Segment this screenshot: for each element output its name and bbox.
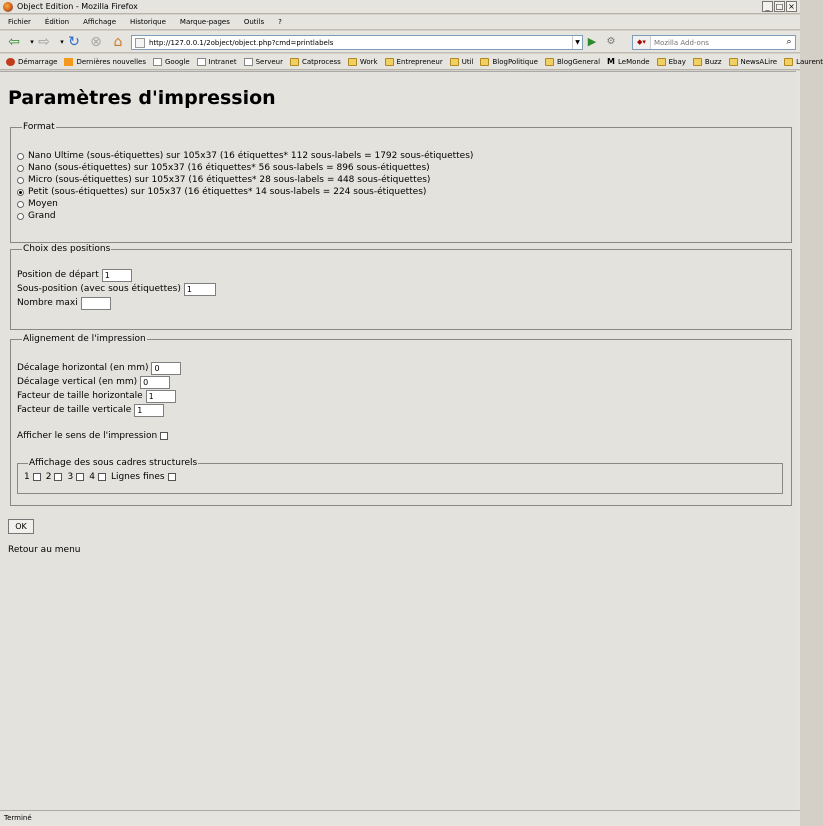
page-title: Paramètres d'impression — [8, 87, 276, 109]
forward-dropdown-icon[interactable]: ▾ — [60, 38, 64, 46]
page-icon — [197, 58, 206, 66]
reload-icon[interactable]: ↻ — [68, 34, 80, 50]
folder-icon — [348, 58, 357, 66]
page-content — [0, 71, 800, 810]
bookmark-laurent[interactable]: Laurent — [784, 58, 823, 66]
stop-icon[interactable]: ⊗ — [90, 34, 102, 50]
alignment-legend: Alignement de l'impression — [23, 334, 146, 344]
page-icon — [244, 58, 253, 66]
lemonde-icon: M — [607, 57, 616, 66]
bookmark-google[interactable]: Google — [153, 58, 190, 66]
format-legend: Format — [23, 122, 55, 132]
bookmark-demarrage[interactable]: Démarrage — [6, 58, 57, 66]
horizontal-scale-input[interactable] — [146, 390, 176, 403]
horizontal-offset-label: Décalage horizontal (en mm) — [17, 363, 149, 373]
fine-lines-label: Lignes fines — [110, 472, 165, 482]
window-titlebar — [0, 0, 800, 14]
search-engine-icon[interactable]: ◆▾ — [633, 36, 651, 49]
radio-button[interactable] — [17, 153, 24, 160]
back-dropdown-icon[interactable]: ▾ — [30, 38, 34, 46]
folder-icon — [385, 58, 394, 66]
go-arrow-icon[interactable]: ▶ — [587, 35, 597, 48]
maximize-button[interactable]: □ — [775, 2, 784, 11]
close-button[interactable]: × — [786, 1, 797, 12]
horizontal-offset-input[interactable] — [151, 362, 181, 375]
folder-icon — [693, 58, 702, 66]
bookmark-work[interactable]: Work — [348, 58, 378, 66]
menu-edition[interactable]: Édition — [44, 18, 70, 26]
ok-button[interactable]: OK — [8, 519, 34, 534]
print-direction-checkbox[interactable] — [160, 432, 168, 440]
radio-button[interactable] — [17, 165, 24, 172]
frames-legend: Affichage des sous cadres structurels — [29, 458, 198, 468]
bookmark-serveur[interactable]: Serveur — [244, 58, 283, 66]
folder-icon — [784, 58, 793, 66]
window-controls — [762, 1, 797, 12]
folder-icon — [290, 58, 299, 66]
frame-3-checkbox[interactable] — [76, 473, 84, 481]
radio-button[interactable] — [17, 177, 24, 184]
frame-2-checkbox[interactable] — [54, 473, 62, 481]
folder-icon — [729, 58, 738, 66]
bookmark-intranet[interactable]: Intranet — [197, 58, 237, 66]
search-input[interactable] — [654, 39, 783, 47]
folder-icon — [450, 58, 459, 66]
menu-marque-pages[interactable]: Marque-pages — [179, 18, 230, 26]
start-position-label: Position de départ — [17, 270, 99, 280]
horizontal-scale-label: Facteur de taille horizontale — [17, 391, 143, 401]
menu-affichage[interactable]: Affichage — [83, 18, 117, 26]
url-bar[interactable] — [131, 35, 583, 50]
back-arrow-icon[interactable]: ⇦ — [8, 34, 20, 50]
format-option-micro[interactable]: Micro (sous-étiquettes) sur 105x37 (16 étiquettes* 28 sous-labels = 448 sous-étiquettes) — [17, 174, 785, 186]
menubar — [0, 15, 800, 30]
frame-3-label: 3 — [67, 472, 74, 482]
window-edge — [796, 71, 800, 810]
format-option-moyen[interactable]: Moyen — [17, 198, 785, 210]
folder-icon — [480, 58, 489, 66]
firefox-icon — [3, 2, 13, 12]
page-icon — [153, 58, 162, 66]
plugin-icon[interactable]: ⚙ — [606, 36, 616, 47]
status-text: Terminé — [4, 814, 32, 822]
max-count-input[interactable] — [81, 297, 111, 310]
vertical-offset-label: Décalage vertical (en mm) — [17, 377, 138, 387]
format-option-grand[interactable]: Grand — [17, 210, 785, 222]
format-option-nano[interactable]: Nano (sous-étiquettes) sur 105x37 (16 étiquettes* 56 sous-labels = 896 sous-étiquettes) — [17, 162, 785, 174]
radio-button-selected[interactable] — [17, 189, 24, 196]
start-position-input[interactable] — [102, 269, 132, 282]
sub-position-label: Sous-position (avec sous étiquettes) — [17, 284, 181, 294]
vertical-scale-label: Facteur de taille verticale — [17, 405, 132, 415]
radio-button[interactable] — [17, 213, 24, 220]
menu-outils[interactable]: Outils — [243, 18, 265, 26]
fine-lines-checkbox[interactable] — [168, 473, 176, 481]
positions-fieldset — [10, 244, 792, 330]
url-input[interactable] — [149, 39, 572, 47]
status-bar — [0, 810, 800, 826]
frames-fieldset — [17, 458, 783, 494]
bookmark-lemonde[interactable]: M LeMonde — [607, 57, 650, 66]
positions-legend: Choix des positions — [23, 244, 111, 254]
menu-aide[interactable]: ? — [278, 18, 282, 26]
frame-4-label: 4 — [89, 472, 95, 482]
rss-icon — [64, 58, 73, 66]
alignment-fieldset — [10, 334, 792, 506]
forward-arrow-icon[interactable]: ⇨ — [38, 34, 50, 50]
format-option-petit[interactable]: Petit (sous-étiquettes) sur 105x37 (16 étiquettes* 14 sous-labels = 224 sous-étiquettes) — [17, 186, 785, 198]
print-direction-label: Afficher le sens de l'impression — [17, 431, 158, 441]
frame-2-label: 2 — [45, 472, 52, 482]
sub-position-input[interactable] — [184, 283, 216, 296]
firefox-icon — [6, 58, 15, 66]
folder-icon — [545, 58, 554, 66]
bookmark-blogpolitique[interactable]: BlogPolitique — [480, 58, 538, 66]
search-box[interactable] — [632, 35, 796, 50]
bookmark-newsalire[interactable]: NewsALire — [729, 58, 778, 66]
back-to-menu-link[interactable]: Retour au menu — [8, 545, 81, 555]
navigation-toolbar — [0, 31, 800, 53]
bookmarks-toolbar — [0, 54, 823, 70]
url-history-dropdown[interactable]: ▼ — [572, 36, 582, 49]
bookmark-bloggeneral[interactable]: BlogGeneral — [545, 58, 600, 66]
window-title: Object Edition - Mozilla Firefox — [17, 2, 138, 11]
radio-button[interactable] — [17, 201, 24, 208]
search-icon[interactable]: ⌕ — [786, 37, 792, 47]
menu-historique[interactable]: Historique — [130, 18, 166, 26]
minimize-button[interactable]: _ — [762, 1, 773, 12]
frame-1-label: 1 — [24, 472, 30, 482]
bookmark-buzz[interactable]: Buzz — [693, 58, 722, 66]
bookmark-ebay[interactable]: Ebay — [657, 58, 686, 66]
frame-1-checkbox[interactable] — [33, 473, 41, 481]
format-fieldset — [10, 122, 792, 243]
bookmark-dernieres-nouvelles[interactable]: Dernières nouvelles — [64, 58, 146, 66]
vertical-scale-input[interactable] — [134, 404, 164, 417]
home-icon[interactable]: ⌂ — [113, 34, 123, 50]
folder-icon — [657, 58, 666, 66]
vertical-offset-input[interactable] — [140, 376, 170, 389]
bookmark-util[interactable]: Util — [450, 58, 474, 66]
bookmark-catprocess[interactable]: Catprocess — [290, 58, 341, 66]
menu-fichier[interactable]: Fichier — [8, 18, 31, 26]
format-option-nano-ultime[interactable]: Nano Ultime (sous-étiquettes) sur 105x37 (16 étiquettes* 112 sous-labels = 1792 sous-étiquettes) — [17, 150, 785, 162]
site-icon — [135, 38, 145, 48]
bookmark-entrepreneur[interactable]: Entrepreneur — [385, 58, 443, 66]
max-count-label: Nombre maxi — [17, 298, 78, 308]
frame-4-checkbox[interactable] — [98, 473, 106, 481]
